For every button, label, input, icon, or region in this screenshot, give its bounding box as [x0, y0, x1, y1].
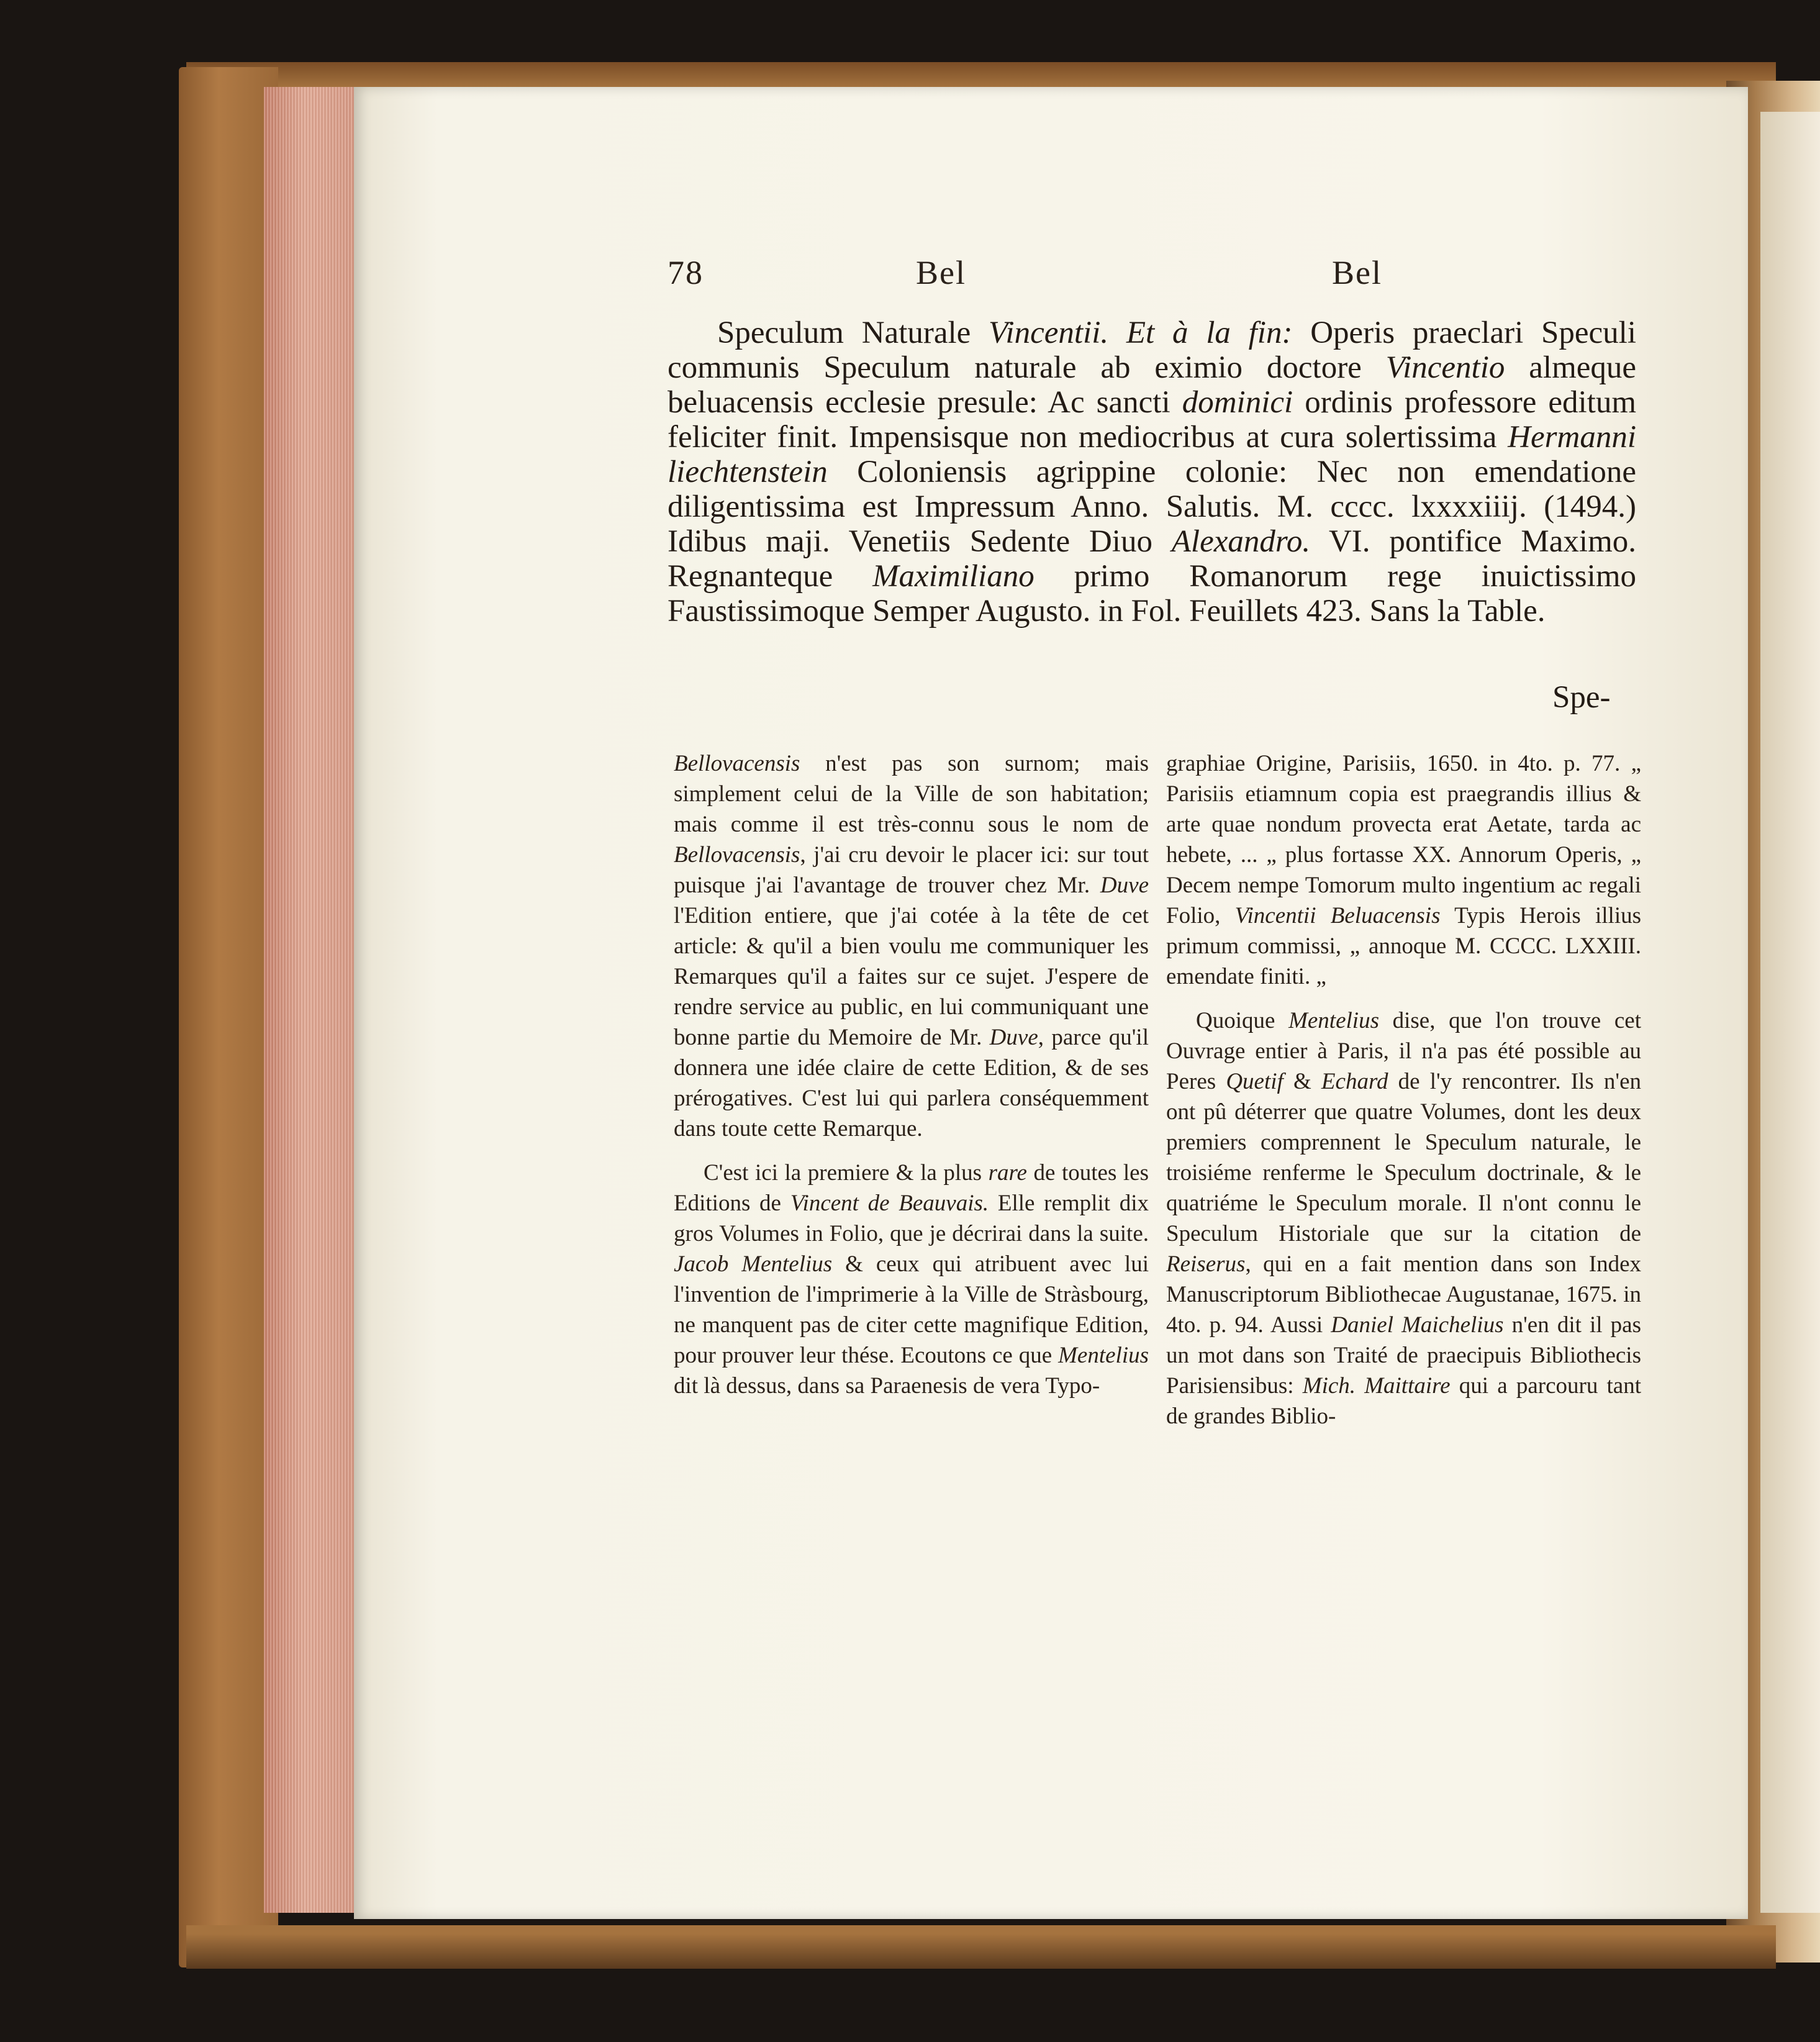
book-cover-left	[179, 67, 278, 1967]
left-running-title: Bel	[916, 254, 966, 291]
right-paragraph-2: Quoique Mentelius dise, que l'on trouve cet Ouvrage entier à Paris, il n'a pas été possible au Peres Quetif & Echard de l'y rencontrer. Ils n'en ont pû déterrer que quatre Volumes, dont les deux premiers comprennent le Speculum naturale, le troisiéme renferme le Speculum doctrinale, & le quatriéme le Speculum morale. Il n'ont connu le Speculum Historiale que sur la citation de Reiserus, qui en a fait mention dans son Index Manuscriptorum Bibliothecae Augustanae, 1675. in 4to. p. 94. Aussi Daniel Maichelius n'en dit il pas un mot dans son Traité de praecipuis Bibliothecis Parisiensibus: Mich. Maittaire qui a parcouru tant de grandes Biblio-	[1166, 1008, 1642, 1429]
right-running-title: Bel	[1332, 254, 1382, 291]
running-head	[668, 253, 1400, 297]
right-paragraph-1: graphiae Origine, Parisiis, 1650. in 4to. p. 77. „ Parisiis etiamnum copia est praegrandis illius & arte quae nondum provecta erat Aetate, tarda ac hebete, ... „ plus fortasse XX. Annorum Operis, „ Decem nempe Tomorum multo ingentium ac regali Folio, Vincentii Beluacensis Typis Herois illius primum commissi, „ annoque M. CCCC. LXXIII. emendate finiti. „	[1166, 751, 1642, 989]
left-paragraph-1: Bellovacensis n'est pas son surnom; mais simplement celui de la Ville de son habitation; mais comme il est très-connu sous le nom de Bellovacensis, j'ai cru devoir le placer ici: sur tout puisque j'ai l'avantage de trouver chez Mr. Duve l'Edition entiere, que j'ai cotée à la tête de cet article: & qu'il a bien voulu me communiquer les Remarques qu'il a faites sur ce sujet. J'espere de rendre service au public, en lui communiquant une bonne partie du Memoire de Mr. Duve, parce qu'il donnera une idée claire de cette Edition, & de ses prérogatives. C'est lui qui parlera conséquemment dans toute cette Remarque.	[674, 751, 1149, 1141]
facing-page-edge	[1760, 112, 1820, 1913]
right-column	[1166, 748, 1641, 1445]
left-paragraph-2: C'est ici la premiere & la plus rare de toutes les Editions de Vincent de Beauvais. Elle remplit dix gros Volumes in Folio, que je décrirai dans la suite. Jacob Mentelius & ceux qui atribuent avec lui l'invention de l'imprimerie à la Ville de Stràsbourg, ne manquent pas de citer cette magnifique Edition, pour prouver leur thése. Ecoutons ce que Mentelius dit là dessus, dans sa Paraenesis de vera Typo-	[674, 1160, 1149, 1399]
catchword-top: Spe-	[1552, 680, 1611, 715]
left-column	[674, 748, 1149, 1415]
page-number: 78	[668, 254, 704, 291]
bibliographic-entry: Speculum Naturale Vincentii. Et à la fin: Operis praeclari Speculi communis Speculum naturale ab eximio doctore Vincentio almeque beluacensis ecclesie presule: Ac sancti dominici ordinis professore editum feliciter finit. Impensisque non mediocribus at cura solertissima Hermanni liechtenstein Coloniensis agrippine colonie: Nec non emendatione diligentissima est Impressum Anno. Salutis. M. cccc. lxxxxiiij. (1494.) Idibus maji. Venetiis Sedente Diuo Alexandro. VI. pontifice Maximo. Regnanteque Maximiliano primo Romanorum rege inuictissimo Faustissimoque Semper Augusto. in Fol. Feuillets 423. Sans la Table.	[668, 315, 1637, 628]
page-edges	[264, 87, 356, 1913]
book-cover-bottom	[186, 1925, 1776, 1969]
